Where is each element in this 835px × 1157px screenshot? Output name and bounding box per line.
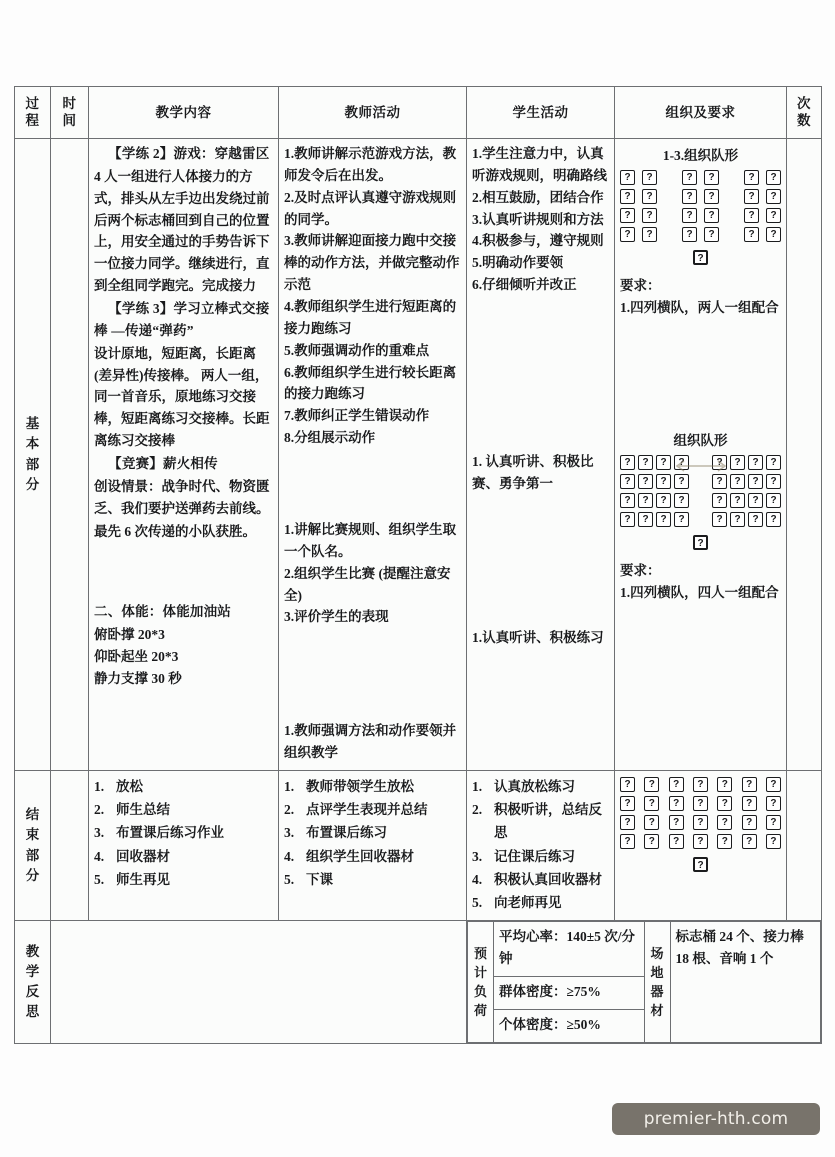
person-mark-icon: ?: [644, 834, 659, 849]
formation-group: [620, 474, 689, 489]
formation-group: [744, 189, 781, 204]
person-mark-icon: ?: [638, 512, 653, 527]
formation-group: [744, 227, 781, 242]
formation-row: [620, 170, 781, 185]
list-item-text: 回收器材: [116, 848, 170, 864]
person-mark-icon: ?: [766, 189, 781, 204]
formation-group: [766, 815, 781, 830]
person-mark-icon: ?: [642, 170, 657, 185]
person-mark-icon: ?: [682, 208, 697, 223]
reflection-label: [15, 921, 51, 1043]
person-mark-icon: ?: [712, 455, 727, 470]
list-item: 3.教师讲解迎面接力跑中交接棒的动作方法，并做完整动作示范: [284, 233, 460, 293]
person-mark-icon: ?: [682, 189, 697, 204]
time-ending: [51, 771, 89, 921]
person-mark-icon: ?: [717, 834, 732, 849]
person-mark-icon: ?: [742, 796, 757, 811]
person-mark-icon: ?: [766, 493, 781, 508]
phase-label-ending: [15, 771, 51, 921]
reflection-metrics-cell: [467, 921, 822, 1043]
load-label-text: 预 计 负 荷: [473, 945, 487, 1019]
person-mark-icon: ?: [742, 815, 757, 830]
person-mark-icon: ?: [674, 455, 689, 470]
formation-group: [717, 834, 732, 849]
formation-group: [742, 815, 757, 830]
formation-group: [693, 777, 708, 792]
list-item: 1.认真听讲、积极练习: [472, 629, 604, 645]
person-mark-icon: ?: [717, 777, 732, 792]
formation-group: [682, 208, 719, 223]
content-ending-list: [94, 775, 273, 891]
person-mark-icon: ?: [642, 227, 657, 242]
list-item: 2.组织学生比赛 (提醒注意安全): [284, 565, 451, 603]
person-mark-icon: ?: [766, 777, 781, 792]
person-mark-icon: ?: [669, 815, 684, 830]
header-organization: 组织及要求: [615, 87, 787, 139]
teacher-basic: [279, 139, 467, 771]
person-mark-icon: ?: [642, 208, 657, 223]
student-gap-2: [472, 495, 609, 627]
person-mark-icon: ?: [620, 227, 635, 242]
list-item: 4.教师组织学生进行短距离的接力跑练习: [284, 299, 457, 336]
formation-group: [644, 815, 659, 830]
list-item: 2.及时点评认真遵守游戏规则的同学。: [284, 189, 457, 227]
person-mark-icon: ?: [730, 493, 745, 508]
formation-group: [669, 777, 684, 792]
list-item-text: 记住课后练习: [494, 848, 575, 864]
list-item: 4. 积极认真回收器材: [472, 868, 609, 891]
count-basic: [787, 139, 822, 771]
organization-basic: [615, 139, 787, 771]
list-item: 5. 下课: [284, 868, 461, 891]
person-mark-icon: ?: [766, 208, 781, 223]
header-process-line1: 过 程: [25, 95, 40, 128]
person-mark-icon: ?: [744, 208, 759, 223]
formation-row: [620, 474, 781, 489]
list-item: 7.教师纠正学生错误动作: [284, 408, 430, 424]
list-item: 2. 积极听讲，总结反思: [472, 798, 609, 844]
formation-group: [766, 777, 781, 792]
formation-group: [669, 815, 684, 830]
list-item: 2.相互鼓励，团结合作: [472, 189, 604, 205]
list-item: 1.教师讲解示范游戏方法，教师发令后在出发。: [284, 146, 457, 183]
person-mark-icon: ?: [748, 493, 763, 508]
person-mark-icon: ?: [620, 474, 635, 489]
person-mark-icon: ?: [766, 227, 781, 242]
equipment-value: 标志桶 24 个、接力棒 18 根、音响 1 个: [670, 922, 821, 1042]
list-item: 1.教师强调方法和动作要领并组织教学: [284, 723, 457, 761]
formation-group: [620, 834, 635, 849]
formation-group: [693, 834, 708, 849]
header-count-line1: 次 数: [797, 95, 811, 128]
content-race-body-1: 创设情景：战争时代、物资匮乏、我们要护送弹药去前线。: [94, 478, 270, 516]
person-mark-icon: ?: [656, 512, 671, 527]
person-mark-icon: ?: [704, 170, 719, 185]
person-mark-icon: ?: [620, 512, 635, 527]
content-game-heading: 【学练 2】游戏：穿越雷区: [108, 146, 270, 161]
person-mark-icon: ?: [704, 208, 719, 223]
person-mark-icon: ?: [620, 796, 635, 811]
teacher-ending-list: [284, 775, 461, 891]
requirement-text: 1.四列横队，两人一组配合: [620, 299, 779, 315]
organization-ending: [615, 771, 787, 921]
person-mark-icon: ?: [704, 189, 719, 204]
lesson-plan-table: [14, 86, 822, 1044]
requirement-label: 要求：: [620, 563, 661, 579]
equipment-label: [644, 922, 670, 1042]
person-mark-icon: ?: [656, 455, 671, 470]
header-time-line1: 时 间: [62, 95, 77, 128]
list-item: 静力支撑 30 秒: [94, 671, 182, 687]
formation-diagram-3: [620, 777, 781, 875]
student-ending: [467, 771, 615, 921]
formation-group: [644, 777, 659, 792]
list-item: 1. 认真放松练习: [472, 775, 609, 798]
list-item: 1. 教师带领学生放松: [284, 775, 461, 798]
formation-row: [620, 777, 781, 792]
teacher-gap-2: [284, 628, 461, 720]
person-mark-icon: ?: [748, 512, 763, 527]
load-value-individual-density: 个体密度：≥50%: [494, 1009, 645, 1042]
person-mark-icon: ?: [693, 815, 708, 830]
student-race-list: [472, 451, 609, 495]
formation-row: [620, 208, 781, 223]
person-mark-icon: ?: [674, 493, 689, 508]
formation-group: [766, 834, 781, 849]
load-value-group-density: 群体密度：≥75%: [494, 977, 645, 1010]
formation-group: [744, 208, 781, 223]
list-item: 4. 回收器材: [94, 845, 273, 868]
content-gap: [94, 543, 273, 601]
list-item: 1. 放松: [94, 775, 273, 798]
person-mark-icon: ?: [744, 227, 759, 242]
formation-diagram-1: [620, 145, 781, 318]
content-baton-heading: 【学练 3】学习立棒式交接棒 —传递“弹药”: [94, 301, 270, 338]
person-mark-icon: ?: [766, 474, 781, 489]
list-item: 4. 组织学生回收器材: [284, 845, 461, 868]
person-mark-icon: ?: [669, 834, 684, 849]
formation-row: [620, 834, 781, 849]
load-value-heart-rate: 平均心率：140±5 次/分钟: [494, 922, 645, 977]
list-item: 1.讲解比赛规则、组织学生取一个队名。: [284, 522, 457, 559]
student-ending-list: [472, 775, 609, 914]
row-reflection: [15, 921, 822, 1043]
formation-1-requirement: [620, 275, 781, 319]
formation-group: [682, 170, 719, 185]
phase-label-basic-text: 基 本 部 分: [25, 416, 40, 492]
person-mark-icon: ?: [748, 474, 763, 489]
formation-row: [620, 796, 781, 811]
formation-group: [693, 796, 708, 811]
person-mark-icon: ?: [644, 777, 659, 792]
list-item: 俯卧撑 20*3: [94, 627, 165, 643]
formation-row: [620, 512, 781, 527]
person-mark-icon: ?: [638, 474, 653, 489]
person-mark-icon: ?: [642, 189, 657, 204]
formation-1-title: 1-3.组织队形: [662, 148, 739, 163]
person-mark-icon: ?: [693, 250, 708, 265]
list-item: 5.教师强调动作的重难点: [284, 342, 430, 358]
teacher-main-list: [284, 143, 461, 449]
person-mark-icon: ?: [712, 493, 727, 508]
content-fitness-heading: 二、体能：体能加油站: [94, 604, 231, 620]
list-item: 2. 师生总结: [94, 798, 273, 821]
formation-group: [742, 834, 757, 849]
list-item-text: 积极认真回收器材: [494, 871, 602, 887]
person-mark-icon: ?: [766, 796, 781, 811]
list-item: 3. 布置课后练习作业: [94, 821, 273, 844]
person-mark-icon: ?: [712, 474, 727, 489]
formation-group: [717, 796, 732, 811]
content-fitness-list: [94, 624, 273, 690]
person-mark-icon: ?: [644, 796, 659, 811]
content-race-heading: 【竞赛】薪火相传: [108, 456, 218, 472]
person-mark-icon: ?: [742, 834, 757, 849]
header-count: [787, 87, 822, 139]
list-item-text: 布置课后练习作业: [116, 825, 224, 841]
person-mark-icon: ?: [656, 493, 671, 508]
list-item: 1.学生注意力中，认真听游戏规则，明确路线: [472, 146, 607, 183]
person-mark-icon: ?: [682, 170, 697, 185]
student-main-list: [472, 143, 609, 296]
person-mark-icon: ?: [748, 455, 763, 470]
formation-group: [744, 170, 781, 185]
content-race-body-2: 最先 6 次传递的小队获胜。: [94, 523, 256, 539]
person-mark-icon: ?: [644, 815, 659, 830]
load-label: [468, 922, 494, 1042]
person-mark-icon: ?: [674, 512, 689, 527]
formation-group: [620, 777, 635, 792]
teacher-gap-1: [284, 449, 461, 519]
row-basic-part: [15, 139, 822, 771]
header-teacher-activity: 教师活动: [279, 87, 467, 139]
formation-3-teacher-mark: [620, 853, 781, 875]
formation-group: [620, 227, 657, 242]
person-mark-icon: ?: [669, 796, 684, 811]
list-item: 仰卧起坐 20*3: [94, 649, 179, 665]
list-item: 3. 记住课后练习: [472, 845, 609, 868]
formation-group: [742, 777, 757, 792]
formation-group: [712, 512, 781, 527]
count-ending: [787, 771, 822, 921]
person-mark-icon: ?: [717, 796, 732, 811]
person-mark-icon: ?: [730, 512, 745, 527]
list-item: 3.认真听讲规则和方法: [472, 211, 604, 227]
formation-group: [620, 208, 657, 223]
formation-row: [620, 227, 781, 242]
formation-group: [717, 815, 732, 830]
person-mark-icon: ?: [638, 455, 653, 470]
student-gap-1: [472, 296, 609, 451]
formation-row: [620, 189, 781, 204]
person-mark-icon: ?: [620, 777, 635, 792]
list-item-text: 布置课后练习: [306, 825, 387, 841]
formation-group: [717, 777, 732, 792]
list-item: 4.积极参与，遵守规则: [472, 233, 604, 249]
formation-group: [693, 815, 708, 830]
list-item-text: 下课: [306, 871, 333, 887]
list-item-text: 向老师再见: [494, 895, 562, 911]
list-item-text: 认真放松练习: [494, 779, 575, 795]
person-mark-icon: ?: [766, 815, 781, 830]
teacher-ending: [279, 771, 467, 921]
formation-group: [620, 815, 635, 830]
person-mark-icon: ?: [712, 512, 727, 527]
person-mark-icon: ?: [693, 834, 708, 849]
list-item: 3. 布置课后练习: [284, 821, 461, 844]
person-mark-icon: ?: [704, 227, 719, 242]
formation-group: [620, 512, 689, 527]
formation-group: [682, 189, 719, 204]
formation-group: [620, 796, 635, 811]
formation-group: [620, 170, 657, 185]
organization-gap: [620, 318, 781, 428]
phase-label-basic: [15, 139, 51, 771]
formation-diagram-2: [620, 430, 781, 603]
list-item-text: 教师带领学生放松: [306, 779, 414, 795]
person-mark-icon: ?: [620, 493, 635, 508]
formation-group: [712, 493, 781, 508]
formation-2-grid: [620, 455, 781, 527]
person-mark-icon: ?: [693, 777, 708, 792]
formation-3-grid: [620, 777, 781, 849]
formation-1-grid: [620, 170, 781, 242]
list-item: 1. 认真听讲、积极比赛、勇争第一: [472, 454, 594, 491]
list-item-text: 积极听讲，总结反思: [494, 802, 602, 841]
formation-1-teacher-mark: [620, 246, 781, 268]
content-baton-body: 设计原地，短距离，长距离(差异性)传接棒。 两人一组，同一首音乐，原地练习交接棒，短距离练习交接棒。长距离练习交接棒: [94, 345, 270, 449]
list-item: 8.分组展示动作: [284, 430, 376, 446]
formation-group: [766, 796, 781, 811]
header-time: [51, 87, 89, 139]
list-item: 2. 点评学生表现并总结: [284, 798, 461, 821]
teacher-fitness-list: [284, 720, 461, 764]
list-item-text: 师生再见: [116, 871, 170, 887]
formation-group: [644, 796, 659, 811]
header-student-activity: 学生活动: [467, 87, 615, 139]
person-mark-icon: ?: [656, 474, 671, 489]
person-mark-icon: ?: [620, 834, 635, 849]
list-item: 3.评价学生的表现: [284, 609, 389, 625]
formation-2-requirement: [620, 560, 781, 604]
person-mark-icon: ?: [620, 208, 635, 223]
formation-group: [620, 189, 657, 204]
person-mark-icon: ?: [674, 474, 689, 489]
person-mark-icon: ?: [669, 777, 684, 792]
formation-2-teacher-mark: [620, 531, 781, 553]
formation-group: [669, 796, 684, 811]
person-mark-icon: ?: [682, 227, 697, 242]
person-mark-icon: ?: [620, 170, 635, 185]
person-mark-icon: ?: [742, 777, 757, 792]
list-item: 5. 向老师再见: [472, 891, 609, 914]
formation-row: [620, 815, 781, 830]
requirement-text: 1.四列横队，四人一组配合: [620, 585, 779, 601]
list-item: 6.教师组织学生进行较长距离的接力跑练习: [284, 364, 457, 402]
person-mark-icon: ?: [620, 815, 635, 830]
time-basic: [51, 139, 89, 771]
requirement-label: 要求：: [620, 277, 661, 293]
formation-group: [644, 834, 659, 849]
content-game-body: 4 人一组进行人体接力的方式，排头从左手边出发绕过前后两个标志桶回到自己的位置上，用安全通过的手势告诉下一位接力同学。继续进行，直到全组同学跑完。完成接力: [94, 168, 270, 294]
list-item: 6.仔细倾听并改正: [472, 277, 577, 293]
person-mark-icon: ?: [766, 170, 781, 185]
content-basic: [89, 139, 279, 771]
person-mark-icon: ?: [638, 493, 653, 508]
formation-row: [620, 493, 781, 508]
list-item-text: 点评学生表现并总结: [306, 802, 428, 818]
person-mark-icon: ?: [693, 535, 708, 550]
formation-2-title: 组织队形: [673, 433, 728, 449]
person-mark-icon: ?: [620, 455, 635, 470]
person-mark-icon: ?: [730, 474, 745, 489]
list-item-text: 放松: [116, 779, 143, 795]
formation-group: [682, 227, 719, 242]
phase-label-ending-text: 结 束 部 分: [25, 807, 40, 883]
teacher-race-list: [284, 519, 461, 628]
site-watermark: premier-hth.com: [612, 1103, 820, 1135]
content-ending: [89, 771, 279, 921]
equipment-label-text: 场 地 器 材: [650, 945, 664, 1019]
person-mark-icon: ?: [693, 857, 708, 872]
student-fitness-list: [472, 627, 609, 649]
person-mark-icon: ?: [766, 834, 781, 849]
formation-group: [742, 796, 757, 811]
person-mark-icon: ?: [730, 455, 745, 470]
formation-group: [712, 474, 781, 489]
list-item: 5.明确动作要领: [472, 255, 564, 271]
row-ending-part: [15, 771, 822, 921]
reflection-content[interactable]: [51, 921, 467, 1043]
person-mark-icon: ?: [766, 455, 781, 470]
person-mark-icon: ?: [766, 512, 781, 527]
person-mark-icon: ?: [620, 189, 635, 204]
header-content: 教学内容: [89, 87, 279, 139]
person-mark-icon: ?: [744, 170, 759, 185]
load-equipment-table: [467, 921, 821, 1042]
person-mark-icon: ?: [693, 796, 708, 811]
list-item-text: 组织学生回收器材: [306, 848, 414, 864]
list-item: 5. 师生再见: [94, 868, 273, 891]
person-mark-icon: ?: [744, 189, 759, 204]
person-mark-icon: ?: [717, 815, 732, 830]
student-basic: [467, 139, 615, 771]
reflection-label-text: 教 学 反 思: [25, 943, 40, 1020]
formation-group: [669, 834, 684, 849]
table-row: [468, 922, 821, 977]
table-header-row: [15, 87, 822, 139]
list-item-text: 师生总结: [116, 802, 170, 818]
formation-group: [620, 493, 689, 508]
header-process: [15, 87, 51, 139]
